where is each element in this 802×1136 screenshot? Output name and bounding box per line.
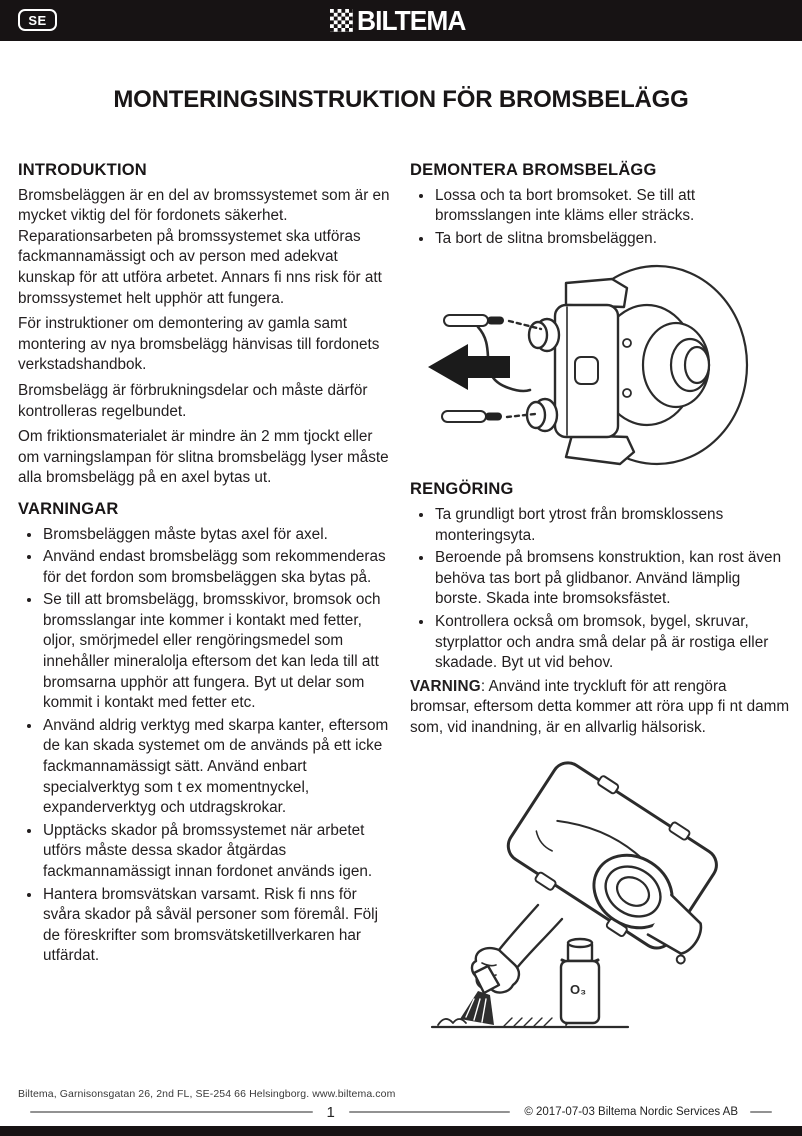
page-title: MONTERINGSINSTRUKTION FÖR BROMSBELÄGG xyxy=(113,86,689,113)
varningar-list xyxy=(18,525,393,967)
intro-paragraph: För instruktioner om demontering av gamla samt montering av nya bromsbelägg hänvisas till fordonets verkstadshandbok. xyxy=(18,315,380,374)
rengoring-list xyxy=(410,505,790,674)
copyright-text: © 2017-07-03 Biltema Nordic Services AB xyxy=(524,1106,738,1118)
left-column xyxy=(18,160,393,970)
warning-paragraph xyxy=(410,677,790,739)
bottle-label: O₃ xyxy=(570,981,587,997)
brake-disc-illustration xyxy=(414,257,776,469)
heading-introduktion: INTRODUKTION xyxy=(18,161,147,179)
bullet-item: • Lossa och ta bort bromsoket. Se till att bromsslangen inte kläms eller sträcks. xyxy=(434,186,790,227)
language-badge: SE xyxy=(18,9,57,31)
right-column xyxy=(410,160,790,1035)
biltema-logo xyxy=(0,0,802,41)
warning-text: : Använd inte tryckluft för att rengöra bromsar, eftersom detta kommer att röra upp fi nt damm som, vid inandning, är en allvarlig hälsorisk. xyxy=(410,677,790,736)
bullet-item: • Bromsbeläggen måste bytas axel för axel. xyxy=(42,525,393,546)
demontera-list xyxy=(410,186,790,250)
bottom-bar xyxy=(0,1126,802,1136)
caliper-cleaning-illustration xyxy=(416,747,776,1035)
heading-demontera: DEMONTERA BROMSBELÄGG xyxy=(410,161,657,179)
bullet-item: • Använd endast bromsbelägg som rekommenderas för det fordon som bromsbeläggen ska bytas på. xyxy=(42,547,393,588)
bullet-item: • Ta bort de slitna bromsbeläggen. xyxy=(434,229,790,250)
intro-paragraph: Bromsbelägg är förbrukningsdelar och måste därför kontrolleras regelbundet. xyxy=(18,381,368,420)
bullet-item: • Se till att bromsbelägg, bromsskivor, bromsok och bromsslangar inte kommer i kontakt med fetter, oljor, smörjmedel eller rengöringsmedel som innehåller mineralolja eftersom det kan leda till att bromsarna upphör att fungera. Byt ut delar som kommit i kontakt med fetter etc. xyxy=(42,590,393,714)
warning-label: VARNING xyxy=(410,677,481,695)
intro-paragraph: Om friktionsmaterialet är mindre än 2 mm tjockt eller om varningslampan för slitna bromsbelägg lyser måste alla bromsbelägg på en axel bytas ut. xyxy=(18,428,389,487)
footer-rule-left xyxy=(30,1111,313,1113)
intro-paragraph: Bromsbeläggen är en del av bromssystemet som är en mycket viktig del för fordonets säkerhet. Reparationsarbeten på bromssystemet ska utföras fackmannamässigt och av person med adekvat kunskap för att utföra arbetet. Annars fi nns risk för att bromssystemet helt upphör att fungera. xyxy=(18,186,390,307)
bullet-item: • Ta grundligt bort ytrost från bromsklossens monteringsyta. xyxy=(434,505,790,546)
bullet-item: • Kontrollera också om bromsok, bygel, skruvar, styrplattor och andra små delar på är rostiga eller skadade. Byt ut vid behov. xyxy=(434,612,790,674)
bullet-item: • Hantera bromsvätskan varsamt. Risk fi nns för svåra skador på såväl personer som föremål. Följ de föreskrifter som bromsvätsketillverkaren har utfärdat. xyxy=(42,885,393,967)
heading-rengoring: RENGÖRING xyxy=(410,480,514,499)
bullet-item: • Använd aldrig verktyg med skarpa kanter, eftersom de kan skada systemet om de används på ett icke fackmannamässigt sätt. Använd enbart specialverktyg som t ex momentnyckel, expanderverktyg och utdragskrokar. xyxy=(42,716,393,819)
header-bar xyxy=(0,0,802,41)
bullet-item: • Beroende på bromsens konstruktion, kan rost även behöva tas bort på glidbanor. Använd lämplig borste. Skada inte bromsoksfästet. xyxy=(434,548,790,610)
page-number: 1 xyxy=(326,1103,335,1121)
footer-row xyxy=(30,1104,772,1120)
footer-rule-right xyxy=(750,1111,772,1113)
checker-flag-icon xyxy=(330,9,353,32)
footer-rule-middle xyxy=(349,1111,510,1113)
footer-address: Biltema, Garnisonsgatan 26, 2nd FL, SE-254 66 Helsingborg. www.biltema.com xyxy=(18,1088,396,1100)
brand-name: BILTEMA xyxy=(356,4,466,36)
heading-varningar: VARNINGAR xyxy=(18,499,119,518)
bullet-item: • Upptäcks skador på bromssystemet när arbetet utförs måste dessa skador åtgärdas fackmannamässigt innan fordonet används igen. xyxy=(42,821,393,883)
